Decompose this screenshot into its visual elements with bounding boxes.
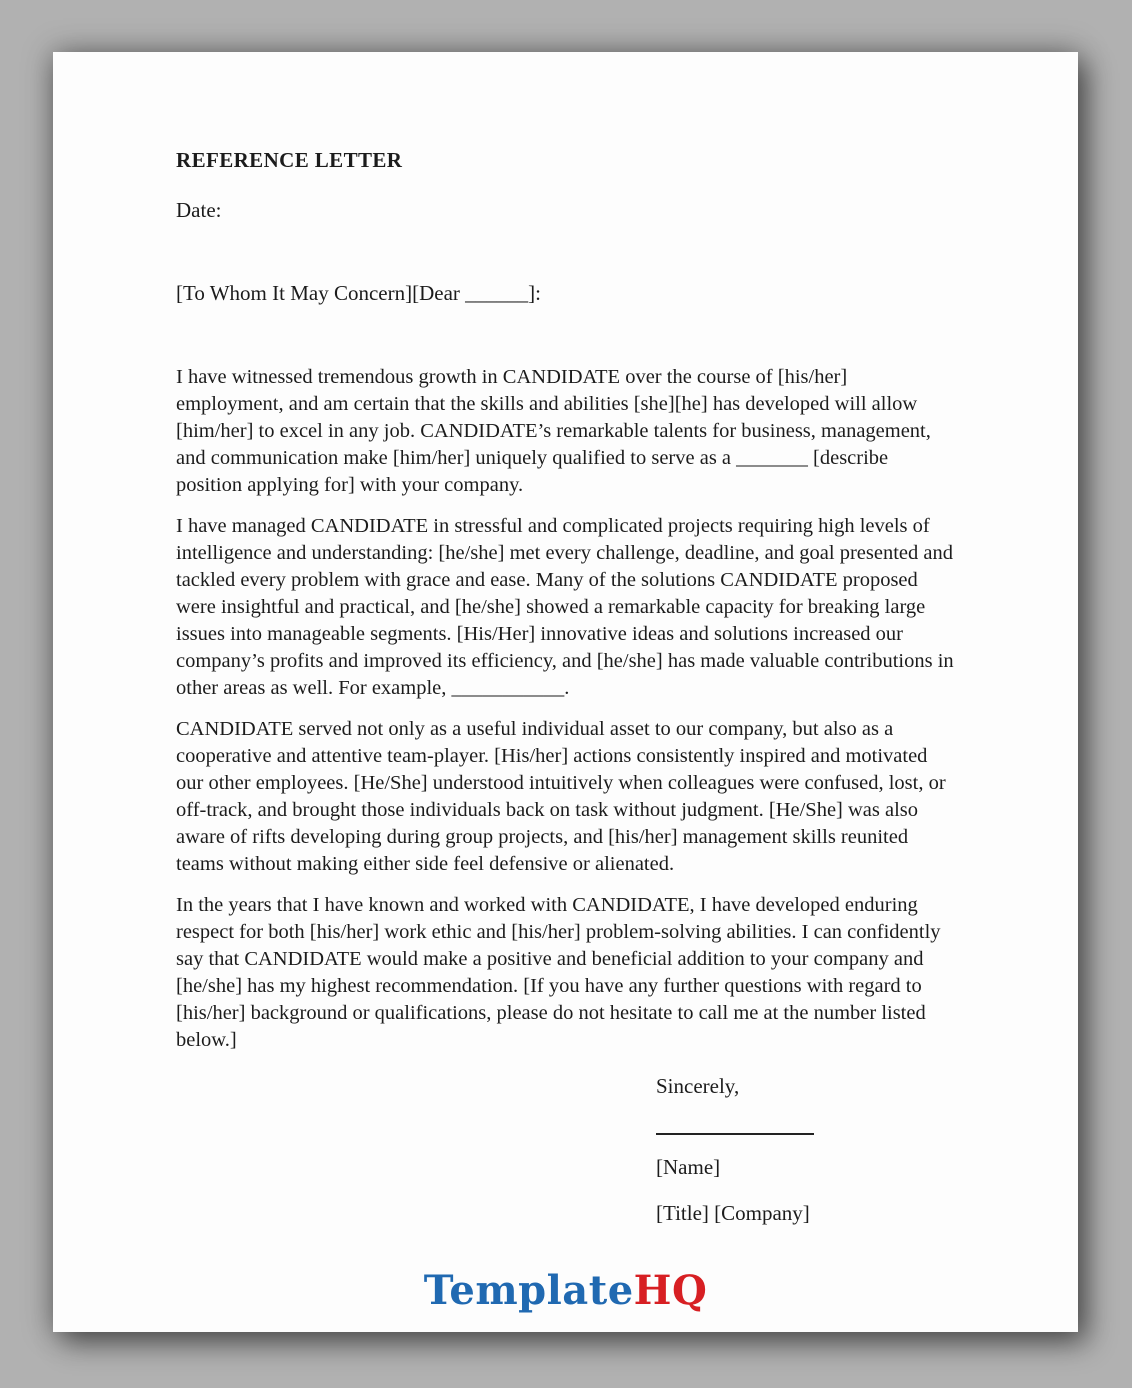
signature-line — [656, 1133, 814, 1135]
signature-name-placeholder: [Name] — [656, 1155, 721, 1179]
logo-text-hq: HQ — [633, 1267, 708, 1314]
document-title: REFERENCE LETTER — [176, 148, 403, 172]
paragraph-teamwork: CANDIDATE served not only as a useful individual asset to our company, but also as a cooperative and attentive team-player. [His/her] actions consistently inspired and motivated our other employees. [He/She] understood intuitively when colleagues were confused, lost, or off-track, and brought those individuals back on task without judgment. [He/She] was also aware of rifts developing during group projects, and [his/her] management skills reunited teams without making either side feel defensive or alienated. — [176, 718, 946, 875]
paragraph-growth: I have witnessed tremendous growth in CANDIDATE over the course of [his/her] employment, and am certain that the skills and abilities [she][he] has developed will allow [him/her] to excel in any job. CANDIDATE’s remarkable talents for business, management, and communication make [him/her] uniquely qualified to serve as a _______ [describe position applying for] with your company. — [176, 366, 931, 496]
letter-page — [53, 52, 1078, 1332]
signature-block — [656, 1074, 957, 1226]
templatehq-logo — [53, 1267, 1078, 1314]
date-label: Date: — [176, 198, 222, 222]
salutation-line: [To Whom It May Concern][Dear ______]: — [176, 281, 541, 305]
paragraph-recommendation: In the years that I have known and worked with CANDIDATE, I have developed enduring respect for both [his/her] work ethic and [his/her] problem-solving abilities. I can confidently say that CANDIDATE would make a positive and beneficial addition to your company and [he/she] has my highest recommendation. [If you have any further questions with regard to [his/her] background or qualifications, please do not hesitate to call me at the number listed below.] — [176, 894, 941, 1051]
signature-title-company-placeholder: [Title] [Company] — [656, 1201, 810, 1225]
paragraph-management: I have managed CANDIDATE in stressful and complicated projects requiring high levels of intelligence and understanding: [he/she] met every challenge, deadline, and goal presented and tackled every problem with grace and ease. Many of the solutions CANDIDATE proposed were insightful and practical, and [he/she] showed a remarkable capacity for breaking large issues into manageable segments. [His/Her] innovative ideas and solutions increased our company’s profits and improved its efficiency, and [he/she] has made valuable contributions in other areas as well. For example, ___________. — [176, 515, 954, 699]
closing-word: Sincerely, — [656, 1074, 740, 1098]
logo-text-template: Template — [423, 1267, 634, 1314]
